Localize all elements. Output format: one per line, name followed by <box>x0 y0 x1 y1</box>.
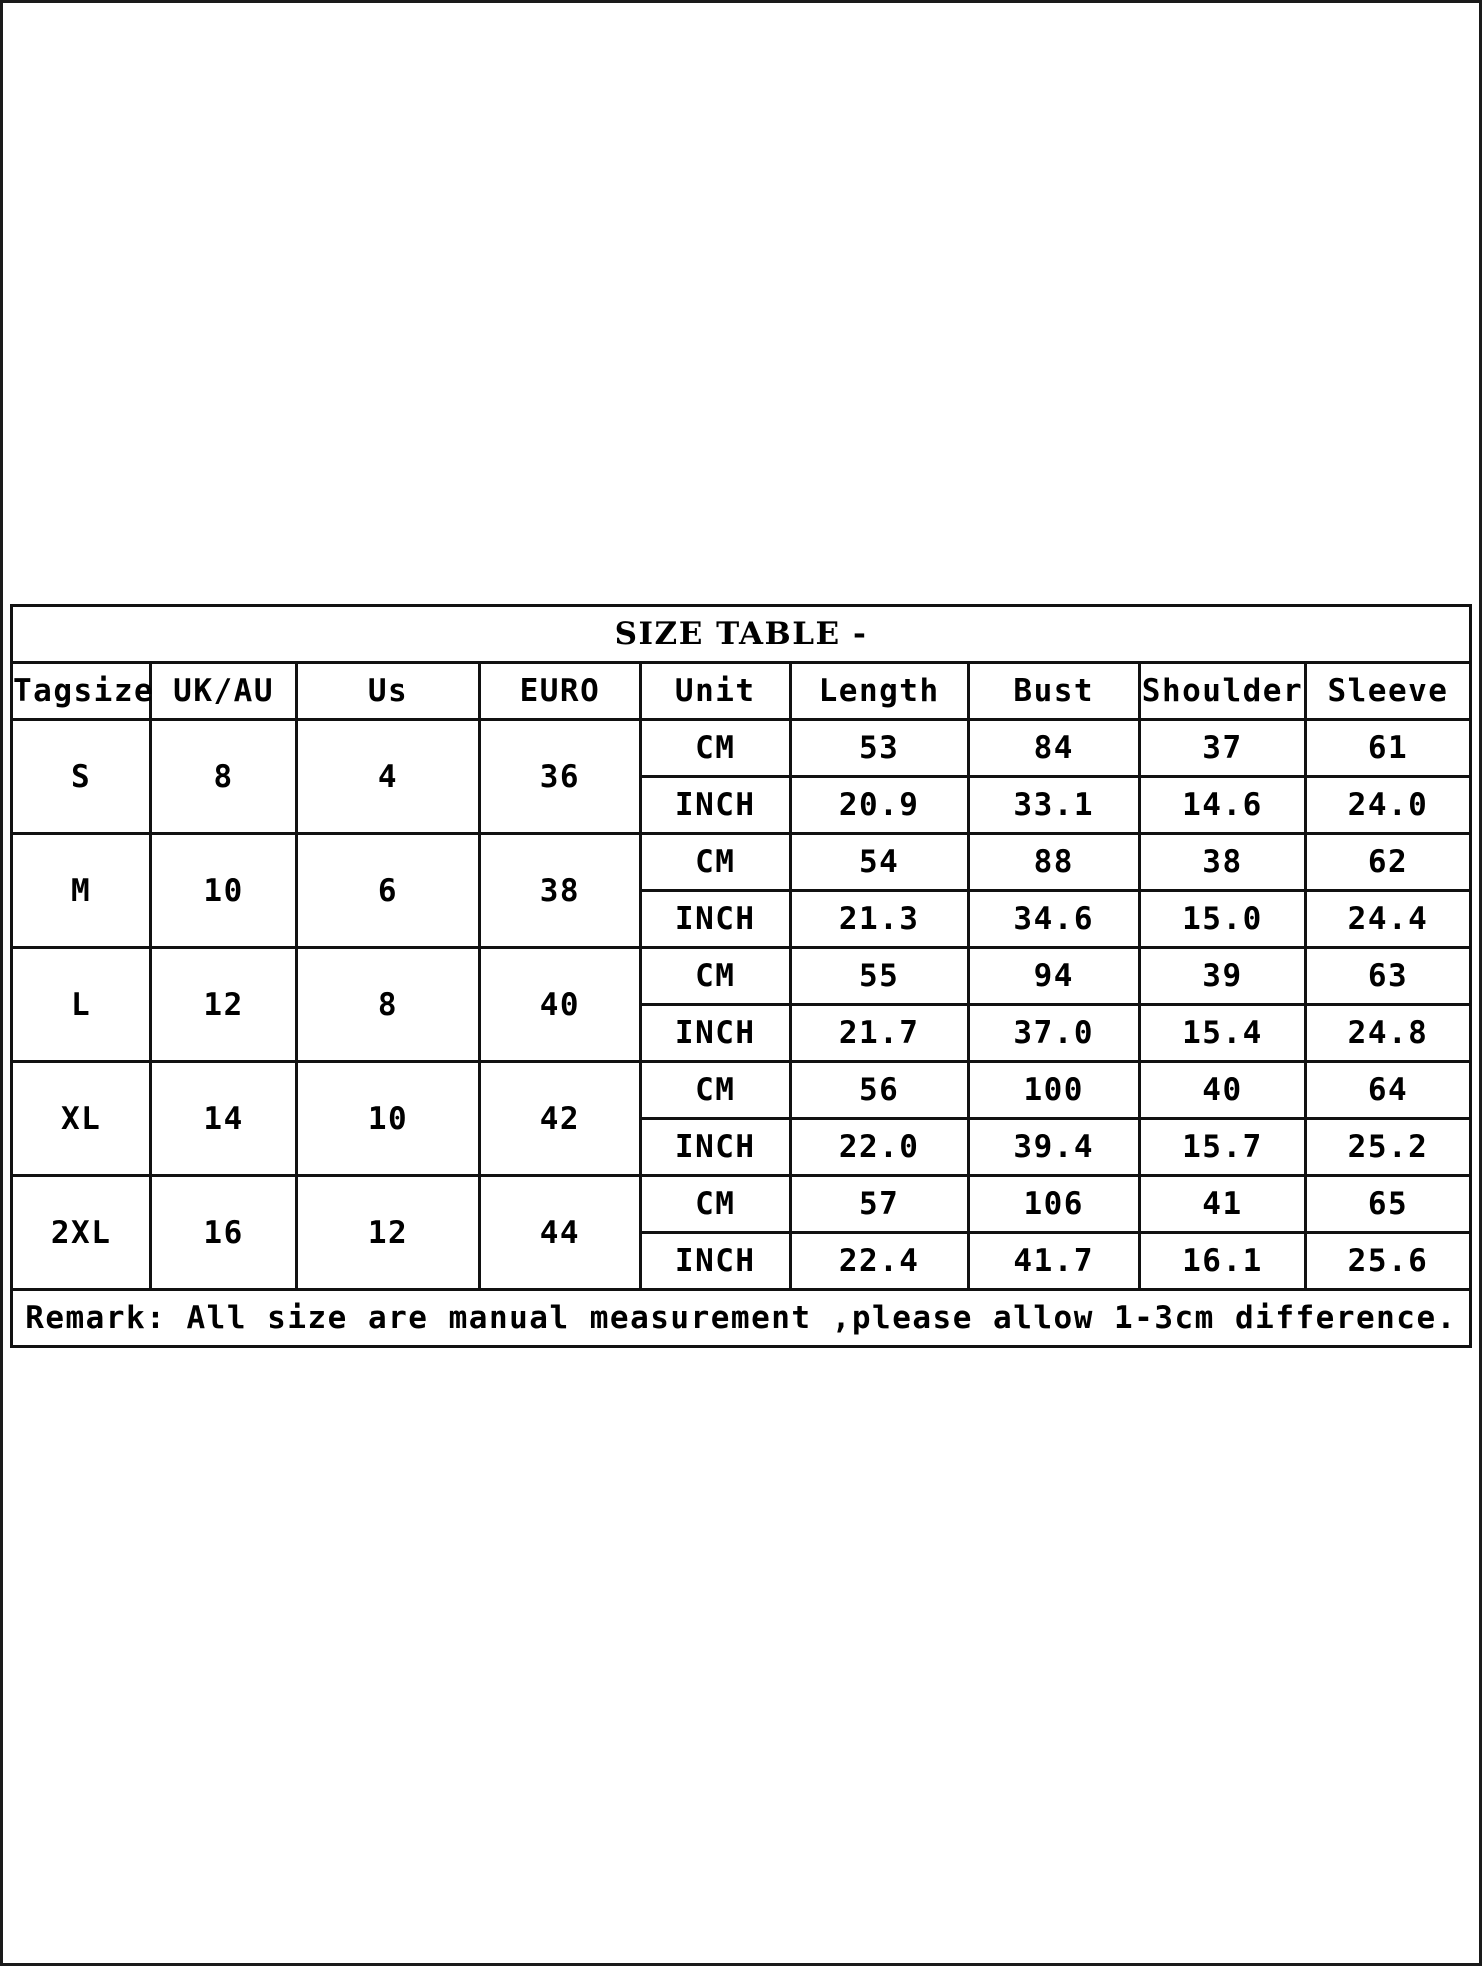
cell-length-inch: 22.4 <box>790 1233 968 1290</box>
cell-sleeve-inch: 24.4 <box>1305 891 1470 948</box>
cell-bust-inch: 34.6 <box>968 891 1139 948</box>
cell-unit-cm: CM <box>640 1062 790 1119</box>
cell-sleeve-cm: 63 <box>1305 948 1470 1005</box>
cell-unit-cm: CM <box>640 948 790 1005</box>
cell-tagsize: S <box>12 720 151 834</box>
cell-length-cm: 54 <box>790 834 968 891</box>
cell-length-inch: 21.7 <box>790 1005 968 1062</box>
cell-us: 4 <box>296 720 479 834</box>
cell-shoulder-cm: 38 <box>1139 834 1305 891</box>
header-tagsize: Tagsize <box>12 663 151 720</box>
cell-euro: 42 <box>480 1062 641 1176</box>
cell-us: 8 <box>296 948 479 1062</box>
table-row <box>12 720 1471 777</box>
cell-length-inch: 22.0 <box>790 1119 968 1176</box>
header-ukau: UK/AU <box>151 663 297 720</box>
header-sleeve: Sleeve <box>1305 663 1470 720</box>
cell-bust-cm: 84 <box>968 720 1139 777</box>
cell-unit-inch: INCH <box>640 891 790 948</box>
cell-tagsize: XL <box>12 1062 151 1176</box>
cell-shoulder-cm: 39 <box>1139 948 1305 1005</box>
table-row <box>12 834 1471 891</box>
cell-bust-inch: 39.4 <box>968 1119 1139 1176</box>
cell-bust-cm: 94 <box>968 948 1139 1005</box>
cell-unit-inch: INCH <box>640 1233 790 1290</box>
cell-ukau: 12 <box>151 948 297 1062</box>
cell-ukau: 10 <box>151 834 297 948</box>
size-table <box>10 604 1472 1348</box>
cell-shoulder-inch: 16.1 <box>1139 1233 1305 1290</box>
cell-unit-inch: INCH <box>640 777 790 834</box>
cell-bust-cm: 100 <box>968 1062 1139 1119</box>
table-row <box>12 948 1471 1005</box>
cell-tagsize: 2XL <box>12 1176 151 1290</box>
table-title-row <box>12 606 1471 663</box>
cell-sleeve-cm: 62 <box>1305 834 1470 891</box>
table-remark-row <box>12 1290 1471 1347</box>
cell-unit-cm: CM <box>640 834 790 891</box>
cell-bust-inch: 33.1 <box>968 777 1139 834</box>
table-row <box>12 1062 1471 1119</box>
cell-bust-cm: 88 <box>968 834 1139 891</box>
size-chart-sheet <box>10 604 1472 1348</box>
header-bust: Bust <box>968 663 1139 720</box>
cell-shoulder-inch: 15.0 <box>1139 891 1305 948</box>
header-shoulder: Shoulder <box>1139 663 1305 720</box>
cell-bust-inch: 41.7 <box>968 1233 1139 1290</box>
cell-shoulder-inch: 15.4 <box>1139 1005 1305 1062</box>
cell-sleeve-cm: 65 <box>1305 1176 1470 1233</box>
cell-sleeve-inch: 24.8 <box>1305 1005 1470 1062</box>
cell-length-cm: 56 <box>790 1062 968 1119</box>
cell-shoulder-inch: 15.7 <box>1139 1119 1305 1176</box>
cell-sleeve-cm: 61 <box>1305 720 1470 777</box>
cell-unit-inch: INCH <box>640 1005 790 1062</box>
cell-tagsize: L <box>12 948 151 1062</box>
remark-text: Remark: All size are manual measurement ,please allow 1-3cm difference. <box>12 1290 1471 1347</box>
cell-unit-cm: CM <box>640 720 790 777</box>
page-title: SIZE TABLE - <box>12 606 1471 663</box>
table-row <box>12 1176 1471 1233</box>
cell-us: 10 <box>296 1062 479 1176</box>
cell-unit-inch: INCH <box>640 1119 790 1176</box>
cell-shoulder-cm: 41 <box>1139 1176 1305 1233</box>
cell-tagsize: M <box>12 834 151 948</box>
cell-unit-cm: CM <box>640 1176 790 1233</box>
cell-euro: 38 <box>480 834 641 948</box>
cell-euro: 40 <box>480 948 641 1062</box>
cell-sleeve-inch: 24.0 <box>1305 777 1470 834</box>
cell-shoulder-cm: 40 <box>1139 1062 1305 1119</box>
cell-length-cm: 57 <box>790 1176 968 1233</box>
table-header-row <box>12 663 1471 720</box>
cell-ukau: 14 <box>151 1062 297 1176</box>
cell-bust-cm: 106 <box>968 1176 1139 1233</box>
cell-ukau: 16 <box>151 1176 297 1290</box>
cell-euro: 36 <box>480 720 641 834</box>
cell-length-cm: 55 <box>790 948 968 1005</box>
header-unit: Unit <box>640 663 790 720</box>
header-us: Us <box>296 663 479 720</box>
header-euro: EURO <box>480 663 641 720</box>
cell-ukau: 8 <box>151 720 297 834</box>
cell-sleeve-inch: 25.2 <box>1305 1119 1470 1176</box>
header-length: Length <box>790 663 968 720</box>
cell-bust-inch: 37.0 <box>968 1005 1139 1062</box>
cell-sleeve-cm: 64 <box>1305 1062 1470 1119</box>
cell-euro: 44 <box>480 1176 641 1290</box>
cell-us: 6 <box>296 834 479 948</box>
cell-sleeve-inch: 25.6 <box>1305 1233 1470 1290</box>
cell-length-inch: 20.9 <box>790 777 968 834</box>
cell-length-cm: 53 <box>790 720 968 777</box>
cell-shoulder-inch: 14.6 <box>1139 777 1305 834</box>
cell-length-inch: 21.3 <box>790 891 968 948</box>
cell-us: 12 <box>296 1176 479 1290</box>
cell-shoulder-cm: 37 <box>1139 720 1305 777</box>
